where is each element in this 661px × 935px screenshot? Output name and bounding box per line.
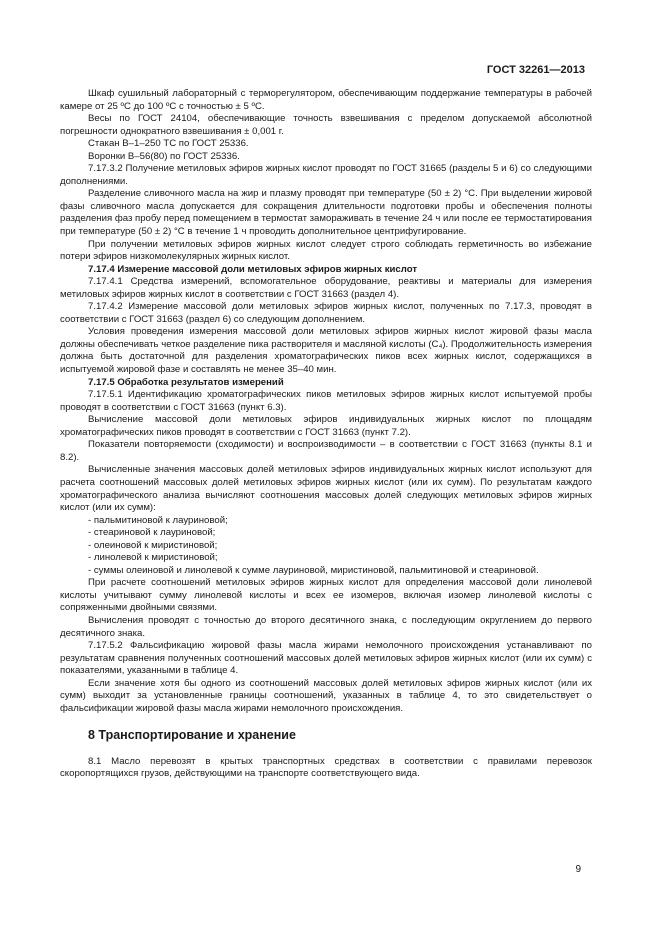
paragraph: 7.17.5.1 Идентификацию хроматографических пиков метиловых эфиров жирных кислот испытуемой пробы проводят в соответствии с ГОСТ 31663 (пункт 6.3). [60,389,592,413]
paragraph: Показатели повторяемости (сходимости) и воспроизводимости – в соответствии с ГОСТ 31663 (пункты 8.1 и 8.2). [60,439,592,463]
paragraph: Воронки В–56(80) по ГОСТ 25336. [88,150,240,162]
paragraph: Вычисление массовой доли метиловых эфиров индивидуальных жирных кислот по площадям хроматографических пиков проводят в соответствии с ГОСТ 31663 (пункт 7.2). [60,414,592,438]
paragraph: Вычисления проводят с точностью до второго десятичного знака, с последующим округлением до первого десятичного знака. [60,614,592,639]
subsection-heading: 7.17.5 Обработка результатов измерений [88,376,284,388]
paragraph: При расчете соотношений метиловых эфиров жирных кислот для определения массовой доли линолевой кислоты учитывают сумму линолевой кислоты и всех ее изомеров, включая изомер линолевой кислоты с сопряженными двойными связями. [60,577,592,614]
paragraph: При получении метиловых эфиров жирных кислот следует строго соблюдать герметичность во избежание потери эфиров низкомолекулярных жирных кислот. [60,238,592,263]
paragraph: Разделение сливочного масла на жир и плазму проводят при температуре (50 ± 2) °С. При выделении жировой фазы сливочного масла допускается для сокращения длительности подготовки пробы и обеспечения полноты разделения фаз пробу перед помещением в термостат замораживать в течение 24 ч или после ее термостатирования при температуре (50 ± 2) °С в течение 1 ч проводить дополнительное центрифугирование. [60,188,592,238]
page-header: ГОСТ 32261—2013 [486,64,585,76]
paragraph: 8.1 Масло перевозят в крытых транспортных средствах в соответствии с правилами перевозок скоропортящихся грузов, действующими на транспорте соответствующего вида. [60,755,592,780]
paragraph: Условия проведения измерения массовой доли метиловых эфиров жирных кислот жировой фазы масла должны обеспечивать четкое разделение пика растворителя и масляной кислоты (С₄). Продолжительность измерения должна быть достаточной для разделения хроматографических пиков всех жирных кислот, содержащихся в испытуемой жировой фазе и составлять не менее 35–40 мин. [60,326,592,376]
paragraph: Шкаф сушильный лабораторный с терморегулятором, обеспечивающим поддержание температуры в рабочей камере от 25 ºС до 100 ºС с точностью ± 5 ºС. [60,88,592,112]
page-number: 9 [575,864,581,875]
list-item: - стеариновой к лауриновой; [88,527,216,539]
section-heading: 8 Транспортирование и хранение [88,728,296,743]
list-item: - суммы олеиновой и линолевой к сумме лауриновой, миристиновой, пальмитиновой и стеариновой. [88,564,539,576]
paragraph: Если значение хотя бы одного из соотношений массовых долей метиловых эфиров жирных кислот (или их сумм) выходит за установленные границы соотношений, указанных в таблице 4, то это свидетельствует о фальсификации жировой фазы масла жирами немолочного происхождения. [60,677,592,714]
document-body [60,88,592,781]
paragraph: 7.17.4.2 Измерение массовой доли метиловых эфиров жирных кислот, полученных по 7.17.3, проводят в соответствии с ГОСТ 31663 (раздел 6) со следующим дополнением. [60,301,592,325]
list-item: - пальмитиновой к лауриновой; [88,514,228,526]
paragraph: 7.17.4.1 Средства измерений, вспомогательное оборудование, реактивы и материалы для измерения метиловых эфиров жирных кислот в соответствии с ГОСТ 31663 (раздел 4). [60,276,592,300]
paragraph: Стакан В–1–250 ТС по ГОСТ 25336. [88,138,249,150]
paragraph: 7.17.5.2 Фальсификацию жировой фазы масла жирами немолочного происхождения устанавливают по результатам сравнения полученных соотношений массовых долей метиловых эфиров жирных кислот (или их сумм) с показателями, указанными в таблице 4. [60,640,592,677]
subsection-heading: 7.17.4 Измерение массовой доли метиловых эфиров жирных кислот [88,263,418,275]
paragraph: Вычисленные значения массовых долей метиловых эфиров индивидуальных жирных кислот используют для расчета соотношений массовых долей метиловых эфиров жирных кислот (или их сумм). По результатам каждого хроматографического анализа вычисляют соотношения массовых долей следующих метиловых эфиров жирных кислот (или их сумм): [60,464,592,514]
list-item: - олеиновой к миристиновой; [88,539,218,551]
paragraph: Весы по ГОСТ 24104, обеспечивающие точность взвешивания с пределом допускаемой абсолютной погрешности однократного взвешивания ± 0,001 г. [60,113,592,137]
list-item: - линолевой к миристиновой; [88,552,218,564]
paragraph: 7.17.3.2 Получение метиловых эфиров жирных кислот проводят по ГОСТ 31665 (разделы 5 и 6) со следующими дополнениями. [60,163,592,187]
